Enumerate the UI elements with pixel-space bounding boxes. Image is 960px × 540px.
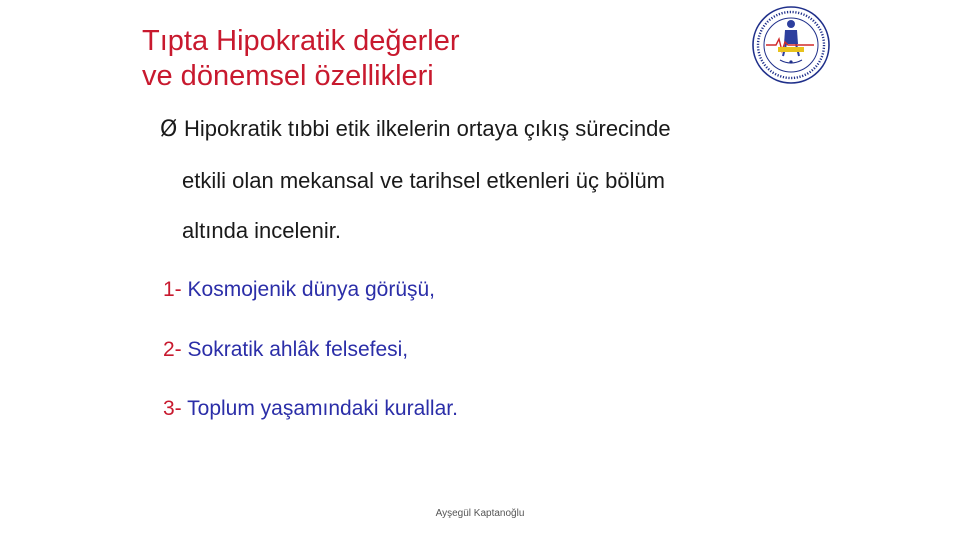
slide-title-line2: ve dönemsel özellikleri [142,60,434,92]
list-item-text: Sokratik ahlâk felsefesi, [187,338,409,361]
list-item [163,278,435,302]
bullet-line-1 [160,116,671,142]
list-item-number: 1- [163,278,182,301]
slide-title [142,24,702,94]
list-item-text: Kosmojenik dünya görüşü, [187,278,436,301]
arrow-bullet-icon: Ø [160,117,178,142]
bullet-text-1: Hipokratik tıbbi etik ilkelerin ortaya çıkış sürecinde [184,116,671,141]
list-item [163,338,408,362]
list-item [163,397,458,421]
list-item-number: 3- [163,397,182,420]
bullet-text-2: etkili olan mekansal ve tarihsel etkenleri üç bölüm [182,168,666,193]
list-item-text: Toplum yaşamındaki kurallar. [187,397,458,420]
slide-footer-author: Ayşegül Kaptanoğlu [435,508,525,519]
list-item-number: 2- [163,338,182,361]
bullet-line-2 [182,168,665,194]
emblem-seal-icon [750,4,832,86]
bullet-text-3: altında incelenir. [182,218,341,243]
bullet-line-3 [182,218,341,244]
slide-title-line1: Tıpta Hipokratik değerler [142,25,460,57]
